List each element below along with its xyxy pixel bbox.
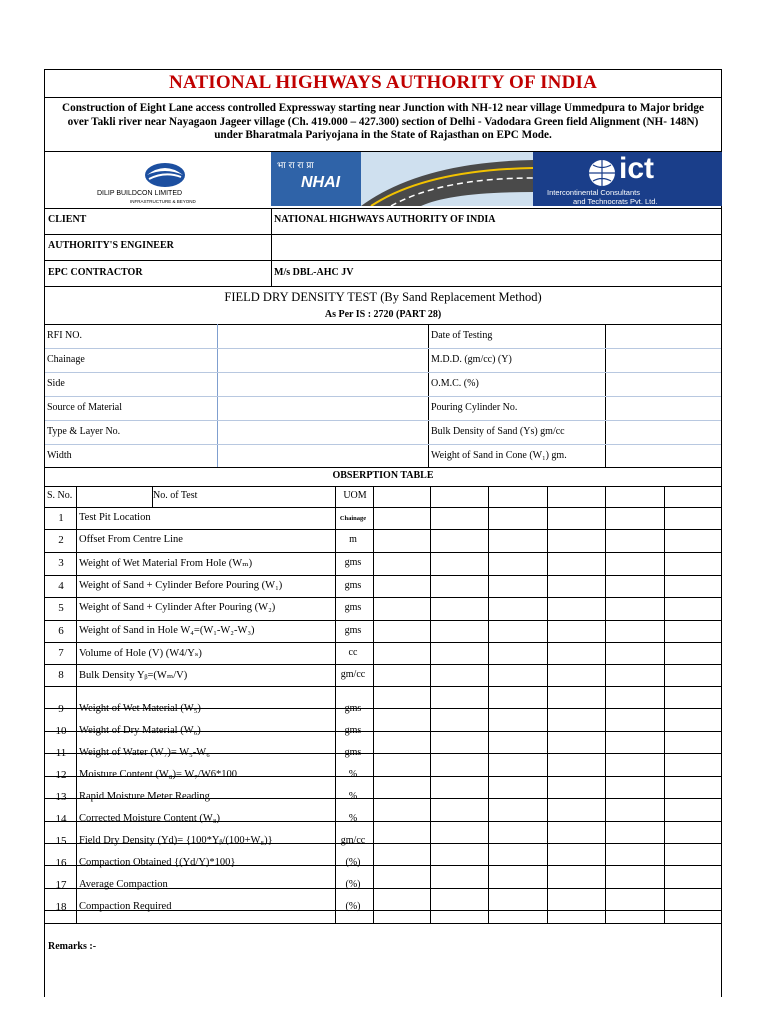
row-uom: gms bbox=[344, 580, 362, 591]
row-uom: gms bbox=[344, 625, 362, 636]
uom-header: UOM bbox=[343, 490, 367, 501]
row-number: 8 bbox=[58, 669, 64, 681]
row-number: 6 bbox=[58, 625, 64, 637]
row-description: Weight of Wet Material (W₅) bbox=[79, 703, 201, 714]
row-number: 3 bbox=[58, 557, 64, 569]
row-description: Weight of Sand + Cylinder Before Pouring (W₁) bbox=[79, 580, 283, 591]
row-number: 15 bbox=[55, 835, 67, 847]
row-description: Weight of Sand + Cylinder After Pouring (W₂) bbox=[79, 602, 276, 613]
row-number: 11 bbox=[55, 747, 67, 759]
dbl-name: DILIP BUILDCON LIMITED bbox=[97, 190, 183, 197]
nhai-text: NHAI bbox=[301, 174, 341, 191]
row-uom: gms bbox=[344, 703, 362, 714]
row-uom: gms bbox=[344, 747, 362, 758]
info-left-label: Width bbox=[47, 450, 72, 461]
remarks-label: Remarks :- bbox=[48, 941, 97, 952]
row-description: Offset From Centre Line bbox=[79, 534, 183, 545]
page-title: NATIONAL HIGHWAYS AUTHORITY OF INDIA bbox=[168, 72, 598, 93]
row-number: 12 bbox=[55, 769, 67, 781]
info-right-label: Pouring Cylinder No. bbox=[431, 402, 518, 413]
row-uom: % bbox=[348, 769, 358, 780]
form-sheet bbox=[44, 69, 722, 997]
row-uom: (%) bbox=[345, 879, 361, 890]
project-description: Construction of Eight Lane access controlled Expressway starting near Junction with NH-12 near village Ummedpura to Major bridge over Takli river near Nayagaon Jageer village (Ch. 419.000 – 427.300) section of Delhi - Vadodara Green field Alignment (NH- 148N) under Bharatmala Pariyojana in the State of Rajasthan on EPC Mode. bbox=[62, 102, 704, 141]
ict-text: ict bbox=[619, 152, 655, 185]
row-uom: (%) bbox=[345, 901, 361, 912]
row-uom: % bbox=[348, 813, 358, 824]
ict-name-2: and Technocrats Pvt. Ltd. bbox=[573, 197, 658, 206]
dbl-logo bbox=[85, 157, 245, 207]
row-description: Moisture Content (W₈)= W₇/W6*100 bbox=[79, 769, 237, 780]
row-number: 13 bbox=[55, 791, 67, 803]
row-number: 7 bbox=[58, 647, 64, 659]
row-description: Corrected Moisture Content (W₈) bbox=[79, 813, 220, 824]
row-description: Average Compaction bbox=[79, 879, 168, 890]
row-description: Compaction Obtained {(Yd/Y)*100} bbox=[79, 857, 236, 868]
row-uom: gm/cc bbox=[340, 669, 366, 680]
row-number: 10 bbox=[55, 725, 67, 737]
row-uom: gms bbox=[344, 725, 362, 736]
row-uom: (%) bbox=[345, 857, 361, 868]
info-left-label: Chainage bbox=[47, 354, 85, 365]
row-uom: m bbox=[349, 534, 357, 545]
engineer-label: AUTHORITY'S ENGINEER bbox=[48, 240, 174, 251]
row-number: 16 bbox=[55, 857, 67, 869]
test-header: No. of Test bbox=[153, 490, 198, 501]
row-number: 18 bbox=[55, 901, 67, 913]
info-left-label: Side bbox=[47, 378, 65, 389]
row-uom: gms bbox=[344, 602, 362, 613]
sno-header: S. No. bbox=[47, 490, 73, 501]
row-uom: cc bbox=[348, 647, 358, 658]
info-right-label: Bulk Density of Sand (Ys) gm/cc bbox=[431, 426, 565, 437]
ict-logo bbox=[533, 152, 722, 206]
nhai-logo bbox=[271, 152, 533, 206]
client-value: NATIONAL HIGHWAYS AUTHORITY OF INDIA bbox=[274, 214, 496, 225]
row-description: Rapid Moisture Meter Reading bbox=[79, 791, 210, 802]
row-description: Weight of Sand in Hole W₄=(W₁-W₂-W₃) bbox=[79, 625, 255, 636]
info-right-label: O.M.C. (%) bbox=[431, 378, 479, 389]
row-description: Test Pit Location bbox=[79, 512, 151, 523]
globe-icon bbox=[585, 158, 619, 188]
row-description: Bulk Density Yᵦ=(Wₘ/V) bbox=[79, 670, 188, 681]
info-right-label: M.D.D. (gm/cc) (Y) bbox=[431, 354, 512, 365]
ict-name-1: Intercontinental Consultants bbox=[547, 188, 640, 197]
row-number: 1 bbox=[58, 512, 64, 524]
row-description: Weight of Wet Material From Hole (Wₘ) bbox=[79, 558, 253, 569]
row-number: 17 bbox=[55, 879, 67, 891]
form-standard: As Per IS : 2720 (PART 28) bbox=[324, 309, 442, 320]
row-description: Weight of Dry Material (W₆) bbox=[79, 725, 201, 736]
row-number: 4 bbox=[58, 580, 64, 592]
dbl-tagline: INFRASTRUCTURE & BEYOND bbox=[130, 199, 196, 204]
row-number: 5 bbox=[58, 602, 64, 614]
row-description: Volume of Hole (V) (W4/Yₛ) bbox=[79, 648, 202, 659]
row-number: 2 bbox=[58, 534, 64, 546]
info-left-label: RFI NO. bbox=[47, 330, 83, 341]
observation-title: OBSERPTION TABLE bbox=[332, 470, 434, 481]
row-description: Weight of Water (W₇)= W₅-W₆ bbox=[79, 747, 210, 758]
row-uom: Chainage bbox=[339, 515, 367, 522]
row-uom: gm/cc bbox=[340, 835, 366, 846]
nhai-hindi: भा रा रा प्रा bbox=[277, 161, 314, 171]
info-right-label: Weight of Sand in Cone (W₁) gm. bbox=[431, 450, 567, 461]
row-number: 14 bbox=[55, 813, 67, 825]
info-left-label: Type & Layer No. bbox=[47, 426, 121, 437]
row-uom: gms bbox=[344, 557, 362, 568]
row-description: Field Dry Density (Yd)= {100*Yᵦ/(100+W₈)} bbox=[79, 835, 273, 846]
row-uom: % bbox=[348, 791, 358, 802]
contractor-label: EPC CONTRACTOR bbox=[48, 267, 143, 278]
row-description: Compaction Required bbox=[79, 901, 172, 912]
info-left-label: Source of Material bbox=[47, 402, 122, 413]
client-label: CLIENT bbox=[48, 214, 87, 225]
row-number: 9 bbox=[58, 703, 64, 715]
form-title: FIELD DRY DENSITY TEST (By Sand Replacement Method) bbox=[224, 290, 542, 304]
contractor-value: M/s DBL-AHC JV bbox=[274, 267, 354, 278]
info-right-label: Date of Testing bbox=[431, 330, 493, 341]
